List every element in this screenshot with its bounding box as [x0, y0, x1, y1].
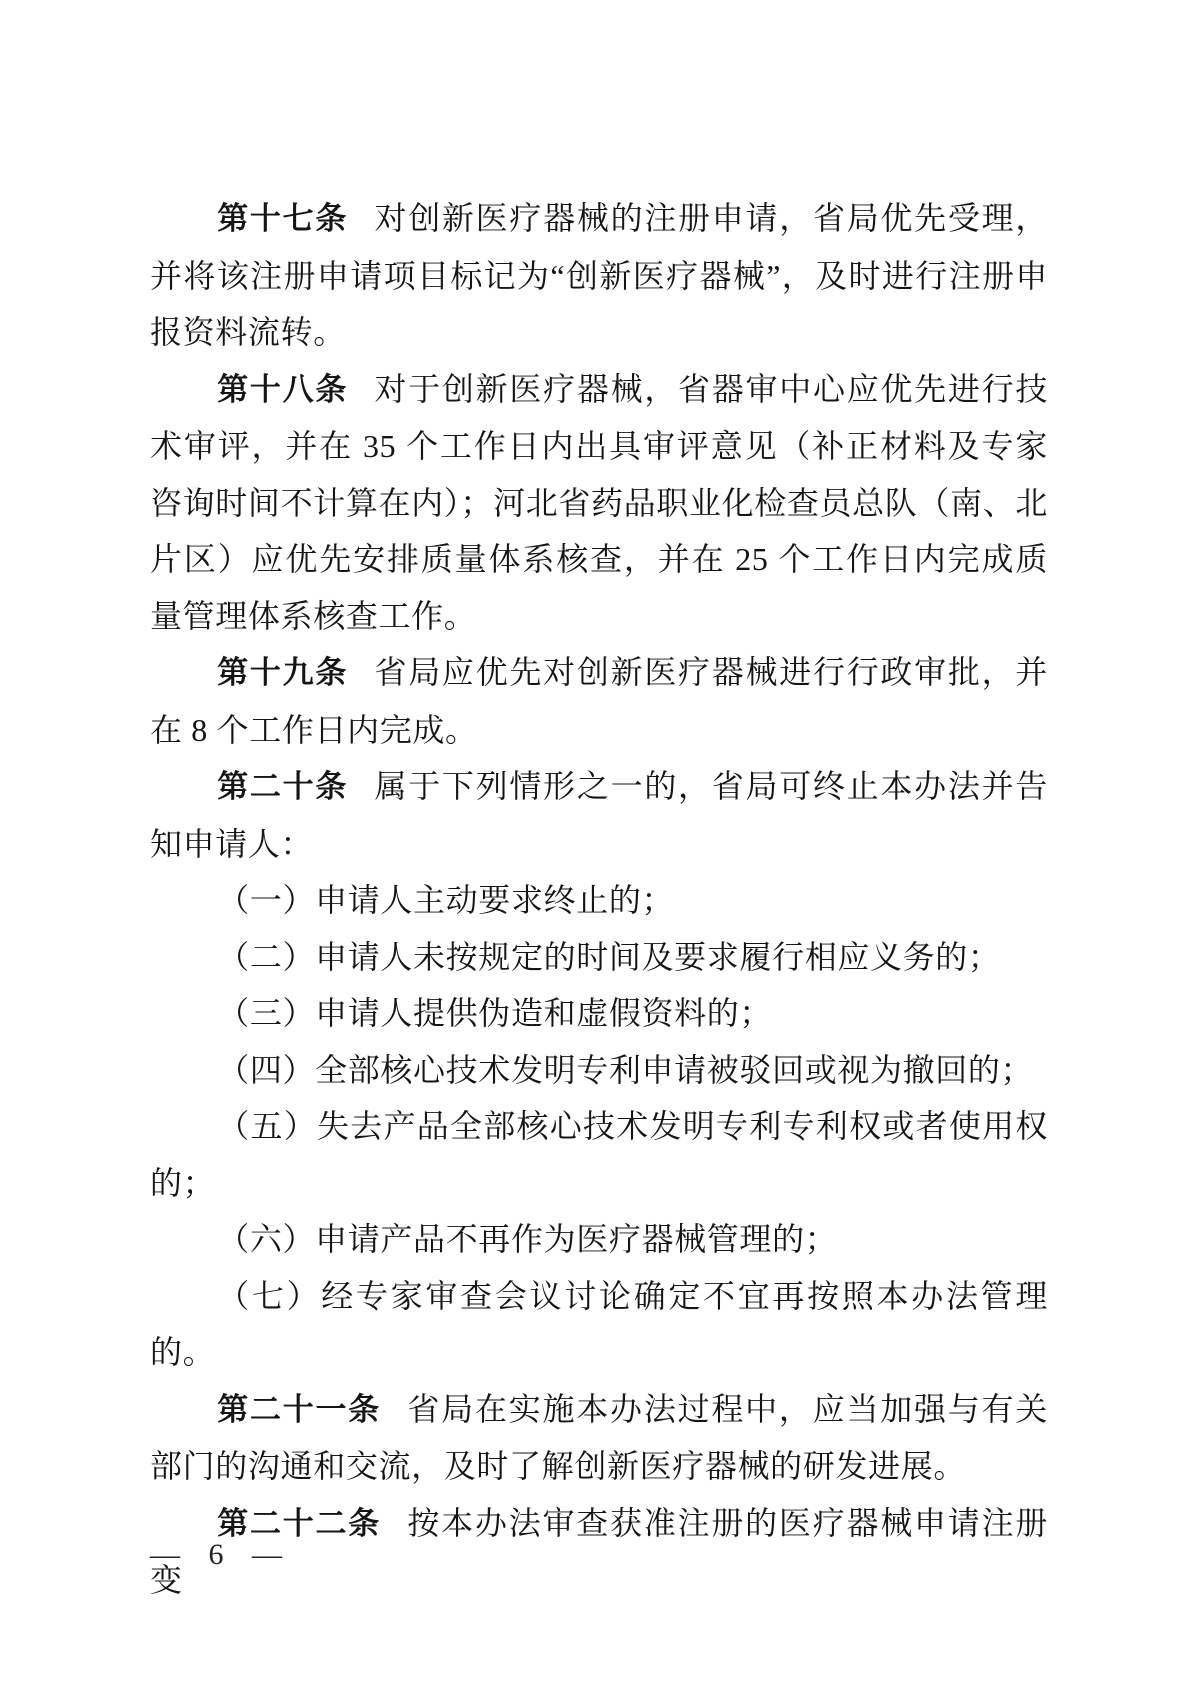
paragraph-text: （四）全部核心技术发明专利申请被驳回或视为撤回的； — [217, 1051, 1034, 1088]
paragraph-text: （三）申请人提供伪造和虚假资料的； — [217, 995, 773, 1031]
paragraph — [150, 1042, 1048, 1099]
article-number-label: 第十九条 — [217, 655, 349, 690]
page-number: — 6 — — [150, 1538, 293, 1571]
article-number-label: 第十八条 — [217, 371, 349, 407]
paragraph — [150, 985, 1048, 1042]
paragraph-text: 省局应优先对创新医疗器械进行行政审批，并在 8 个工作日内完成。 — [150, 654, 1048, 748]
paragraph — [150, 758, 1048, 872]
paragraph-text: 对于创新医疗器械，省器审中心应优先进行技术审评，并在 35 个工作日内出具审评意见（补正材料及专家咨询时间不计算在内）；河北省药品职业化检查员总队（南、北片区）应优先安排质量体系核查，并在 25 个工作日内完成质量管理体系核查工作。 — [150, 370, 1048, 634]
paragraph-text: （五）失去产品全部核心技术发明专利专利权或者使用权的； — [150, 1108, 1048, 1201]
paragraph — [150, 1098, 1048, 1211]
paragraph — [150, 644, 1048, 758]
paragraph — [150, 1268, 1048, 1381]
paragraph-text: 省局在实施本办法过程中，应当加强与有关部门的沟通和交流，及时了解创新医疗器械的研发进展。 — [150, 1390, 1048, 1484]
paragraph-text: 对创新医疗器械的注册申请，省局优先受理，并将该注册申请项目标记为“创新医疗器械”，及时进行注册申报资料流转。 — [150, 200, 1048, 350]
article-number-label: 第二十二条 — [217, 1505, 382, 1541]
paragraph-text: （七）经专家审查会议讨论确定不宜再按照本办法管理的。 — [150, 1277, 1048, 1370]
paragraph-text: （二）申请人未按规定的时间及要求履行相应义务的； — [217, 938, 1001, 975]
paragraph — [150, 929, 1048, 986]
paragraph-text: 按本办法审查获准注册的医疗器械申请注册变 — [150, 1504, 1048, 1598]
paragraph-text: （一）申请人主动要求终止的； — [217, 882, 675, 918]
article-number-label: 第二十一条 — [217, 1391, 382, 1427]
paragraph — [150, 1211, 1048, 1268]
article-number-label: 第十七条 — [217, 201, 349, 236]
article-number-label: 第二十条 — [217, 769, 349, 804]
page-footer — [150, 1536, 293, 1574]
paragraph — [150, 1381, 1048, 1495]
paragraph — [150, 190, 1048, 361]
paragraph — [150, 361, 1048, 645]
paragraph — [150, 872, 1048, 929]
paragraph-text: （六）申请产品不再作为医疗器械管理的； — [217, 1221, 838, 1257]
document-body — [150, 190, 1048, 1609]
paragraph-text: 属于下列情形之一的，省局可终止本办法并告知申请人： — [150, 768, 1048, 862]
